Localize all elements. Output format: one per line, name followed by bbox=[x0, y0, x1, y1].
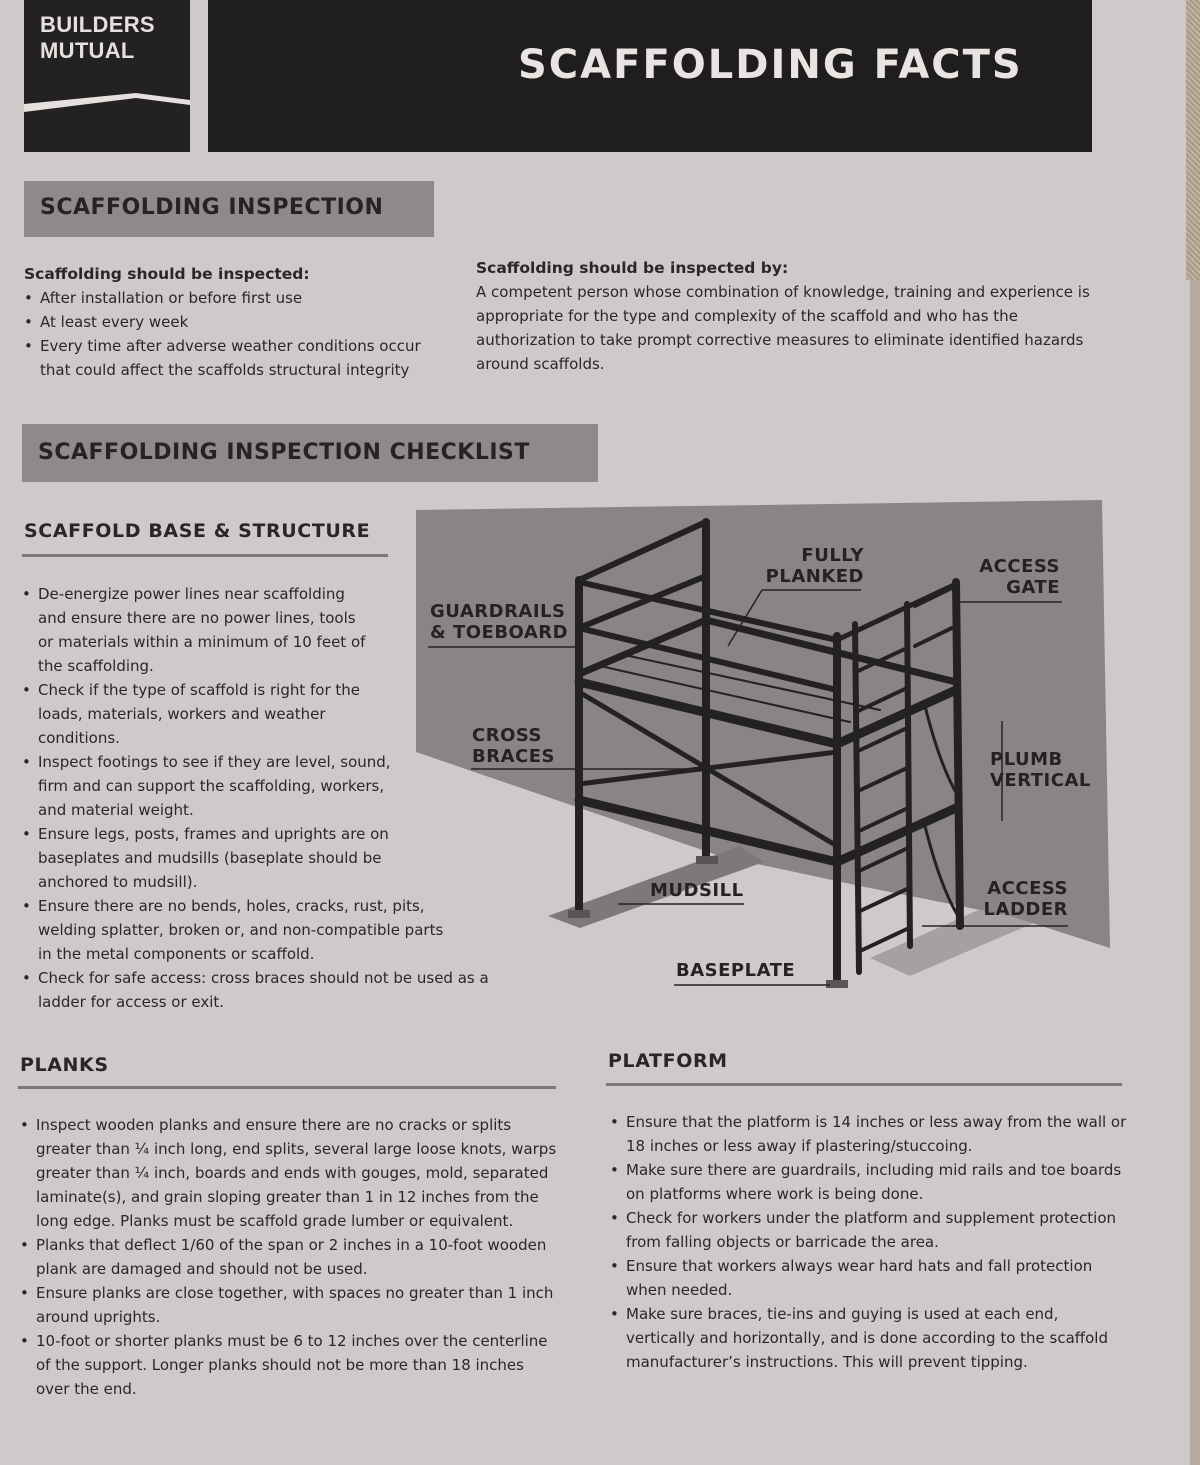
section-banner-inspection: SCAFFOLDING INSPECTION bbox=[24, 181, 434, 237]
list-item: • De-energize power lines near scaffolding and ensure there are no power lines, tools or materials within a minimum of 10 feet of the scaffolding. bbox=[22, 582, 368, 678]
title-bar bbox=[208, 0, 1092, 152]
list-item: • At least every week bbox=[24, 310, 454, 334]
label-fully-planked: FULLY PLANKED bbox=[765, 545, 864, 587]
label-access-gate: ACCESS GATE bbox=[979, 556, 1060, 598]
list-item: • Check if the type of scaffold is right for the loads, materials, workers and weather conditions. bbox=[22, 678, 378, 750]
list-item: • Ensure legs, posts, frames and uprights are on baseplates and mudsills (baseplate should be anchored to mudsill). bbox=[22, 822, 438, 894]
divider bbox=[606, 1083, 1122, 1086]
label-plumb-vertical: PLUMB VERTICAL bbox=[990, 749, 1091, 791]
inspection-when-heading: Scaffolding should be inspected: bbox=[24, 265, 310, 283]
list-item: • Ensure planks are close together, with spaces no greater than 1 inch around uprights. bbox=[20, 1281, 560, 1329]
list-item: • Check for workers under the platform and supplement protection from falling objects or barricade the area. bbox=[610, 1206, 1130, 1254]
list-item: • Make sure braces, tie-ins and guying is used at each end, vertically and horizontally, and is done according to the scaffold manufacturer’s instructions. This will prevent tipping. bbox=[610, 1302, 1130, 1374]
divider bbox=[18, 1086, 556, 1089]
scaffold-diagram bbox=[410, 496, 1120, 996]
inspection-by-block bbox=[476, 256, 1091, 376]
inspection-when-list bbox=[24, 286, 454, 382]
list-item: • Ensure there are no bends, holes, cracks, rust, pits, welding splatter, broken or, and non-compatible parts in the metal components or scaffold. bbox=[22, 894, 458, 966]
logo-text: BUILDERS MUTUAL bbox=[40, 12, 155, 63]
inspection-by-heading: Scaffolding should be inspected by: bbox=[476, 259, 789, 277]
planks-heading: PLANKS bbox=[20, 1054, 109, 1076]
planks-list bbox=[20, 1113, 560, 1401]
list-item: • Planks that deflect 1/60 of the span or 2 inches in a 10-foot wooden plank are damaged and should not be used. bbox=[20, 1233, 560, 1281]
page-title: SCAFFOLDING FACTS bbox=[518, 42, 1023, 88]
list-item: • Ensure that the platform is 14 inches or less away from the wall or 18 inches or less away if plastering/stuccoing. bbox=[610, 1110, 1130, 1158]
list-item: • After installation or before first use bbox=[24, 286, 454, 310]
platform-list bbox=[610, 1110, 1130, 1374]
label-guardrails: GUARDRAILS & TOEBOARD bbox=[430, 601, 569, 643]
list-item: • Inspect wooden planks and ensure there are no cracks or splits greater than ¼ inch long, end splits, several large loose knots, warps greater than ¼ inch, boards and ends with gouges, mold, separated laminate(s), and grain sloping greater than 1 in 12 inches from the long edge. Planks must be scaffold grade lumber or equivalent. bbox=[20, 1113, 560, 1233]
label-mudsill: MUDSILL bbox=[650, 880, 744, 901]
divider bbox=[22, 554, 388, 557]
builders-mutual-logo bbox=[24, 0, 190, 152]
label-baseplate: BASEPLATE bbox=[676, 960, 796, 981]
label-cross-braces: CROSS BRACES bbox=[472, 725, 555, 767]
base-structure-list bbox=[22, 582, 492, 1014]
label-access-ladder: ACCESS LADDER bbox=[983, 878, 1068, 920]
list-item: • Check for safe access: cross braces should not be used as a ladder for access or exit. bbox=[22, 966, 498, 1014]
background-carpet bbox=[1186, 0, 1200, 280]
inspection-by-text: A competent person whose combination of knowledge, training and experience is appropriate for the type and complexity of the scaffold and who has the authorization to take prompt corrective measures to eliminate identified hazards around scaffolds. bbox=[476, 283, 1090, 373]
base-structure-heading: SCAFFOLD BASE & STRUCTURE bbox=[24, 520, 371, 542]
list-item: • Ensure that workers always wear hard hats and fall protection when needed. bbox=[610, 1254, 1130, 1302]
list-item: • Every time after adverse weather conditions occur that could affect the scaffolds structural integrity bbox=[24, 334, 454, 382]
list-item: • Make sure there are guardrails, including mid rails and toe boards on platforms where work is being done. bbox=[610, 1158, 1130, 1206]
section-banner-checklist: SCAFFOLDING INSPECTION CHECKLIST bbox=[22, 424, 598, 482]
list-item: • 10-foot or shorter planks must be 6 to 12 inches over the centerline of the support. Longer planks should not be more than 18 inches over the end. bbox=[20, 1329, 560, 1401]
list-item: • Inspect footings to see if they are level, sound, firm and can support the scaffolding, workers, and material weight. bbox=[22, 750, 408, 822]
roof-chevron-icon bbox=[24, 90, 190, 120]
inspection-when-block bbox=[24, 262, 454, 382]
platform-heading: PLATFORM bbox=[608, 1050, 728, 1072]
